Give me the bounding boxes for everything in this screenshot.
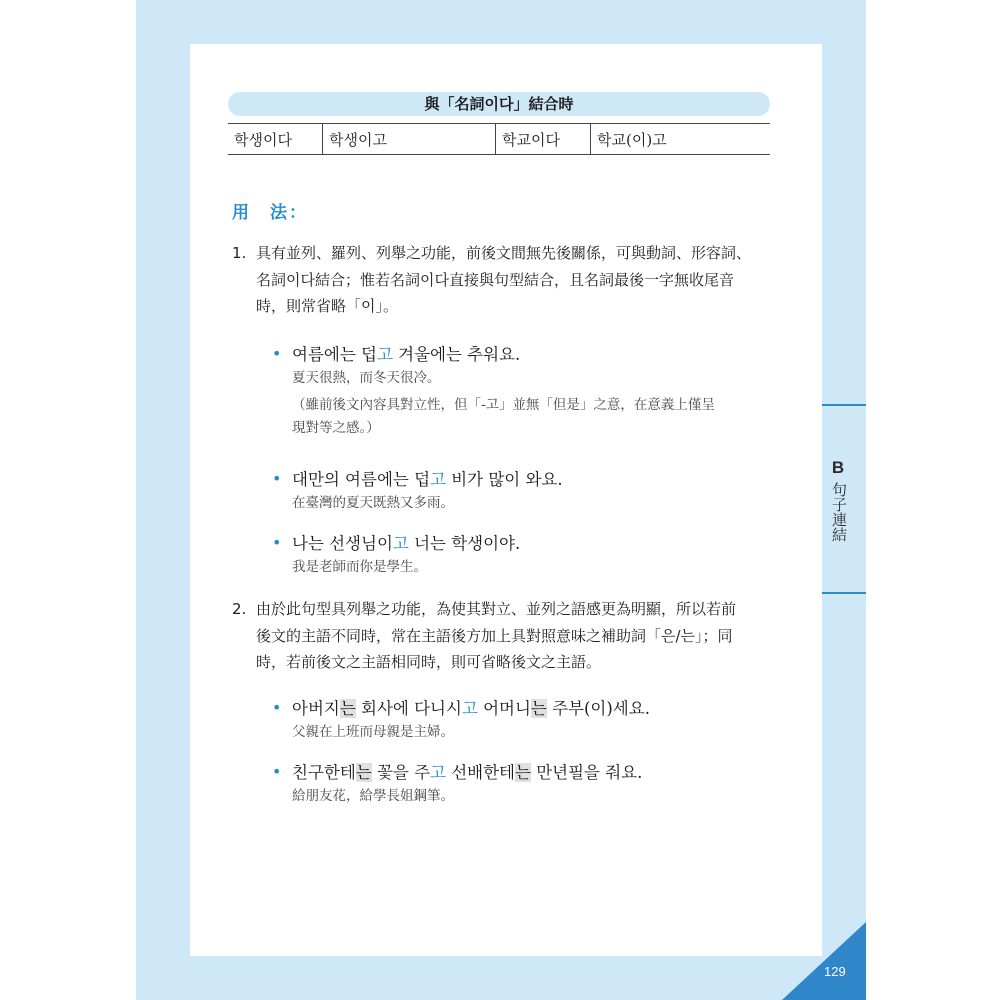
point-line: 由於此句型具列舉之功能，為使其對立、並列之語感更為明顯，所以若前 [256, 600, 737, 618]
particle-highlight: 는 [339, 699, 356, 718]
example-item [272, 469, 792, 513]
conjugation-table-block [228, 92, 770, 155]
conjugation-table [228, 123, 770, 155]
bullet-icon: • [272, 533, 282, 552]
page-number: 129 [824, 964, 846, 979]
ending-highlight: 고 [392, 534, 409, 553]
example-item [272, 698, 792, 742]
side-tab-title: 句子連結 [830, 482, 848, 542]
usage-point-1 [232, 240, 782, 320]
example-translation: 父親在上班而母親是主婦。 [292, 724, 454, 740]
example-item [272, 533, 792, 577]
side-tab-letter: B [831, 458, 845, 477]
usage-heading: 用 法： [232, 203, 308, 223]
bullet-icon: • [272, 469, 282, 488]
example-item [272, 344, 792, 440]
table-cell: 학교이다 [496, 124, 591, 155]
example-translation: 給朋友花，給學長姐鋼筆。 [292, 788, 454, 804]
particle-highlight: 는 [355, 763, 372, 782]
point-line: 具有並列、羅列、列舉之功能，前後文間無先後關係，可與動詞、形容詞、 [256, 244, 752, 262]
page-corner-triangle [782, 922, 866, 1000]
example-note: （雖前後文內容具對立性，但「-고」並無「但是」之意，在意義上僅呈 現對等之感。） [292, 397, 715, 436]
side-tab-line-top [822, 404, 866, 406]
table-caption: 與「名詞이다」結合時 [228, 92, 770, 116]
example-translation: 夏天很熱，而冬天很冷。 [292, 370, 441, 386]
point-line: 後文的主語不同時，常在主語後方加上具對照意味之補助詞「은/는」；同 [256, 626, 733, 645]
particle-highlight: 는 [530, 699, 547, 718]
example-korean: 대만의 여름에는 덥고 비가 많이 와요. [292, 470, 563, 489]
point-number: 1. [232, 244, 247, 262]
example-korean: 여름에는 덥고 겨울에는 추워요. [292, 345, 521, 364]
bullet-icon: • [272, 762, 282, 781]
example-korean: 나는 선생님이고 너는 학생이야. [292, 534, 521, 553]
table-row [228, 124, 770, 155]
example-translation: 在臺灣的夏天既熱又多雨。 [292, 495, 454, 511]
ending-highlight: 고 [430, 470, 446, 489]
particle-highlight: 는 [515, 763, 531, 782]
example-item [272, 762, 792, 806]
point-line: 時，則常省略「이」。 [256, 297, 398, 315]
usage-point-2 [232, 596, 782, 676]
bullet-icon: • [272, 698, 282, 717]
ending-highlight: 고 [430, 763, 446, 782]
table-cell: 학교(이)고 [591, 124, 771, 155]
point-line: 時，若前後文之主語相同時，則可省略後文之主語。 [256, 653, 602, 671]
side-tab-line-bottom [822, 592, 866, 594]
ending-highlight: 고 [461, 699, 478, 718]
point-number: 2. [232, 600, 247, 618]
bullet-icon: • [272, 344, 282, 363]
table-cell: 학생이고 [323, 124, 496, 155]
table-cell: 학생이다 [228, 124, 323, 155]
example-korean: 친구한테는 꽃을 주고 선배한테는 만년필을 줘요. [292, 763, 643, 782]
point-line: 名詞이다結合；惟若名詞이다直接與句型結合，且名詞最後一字無收尾音 [256, 270, 734, 289]
ending-highlight: 고 [376, 345, 393, 364]
example-translation: 我是老師而你是學生。 [292, 559, 427, 575]
example-korean: 아버지는 회사에 다니시고 어머니는 주부(이)세요. [292, 699, 650, 718]
